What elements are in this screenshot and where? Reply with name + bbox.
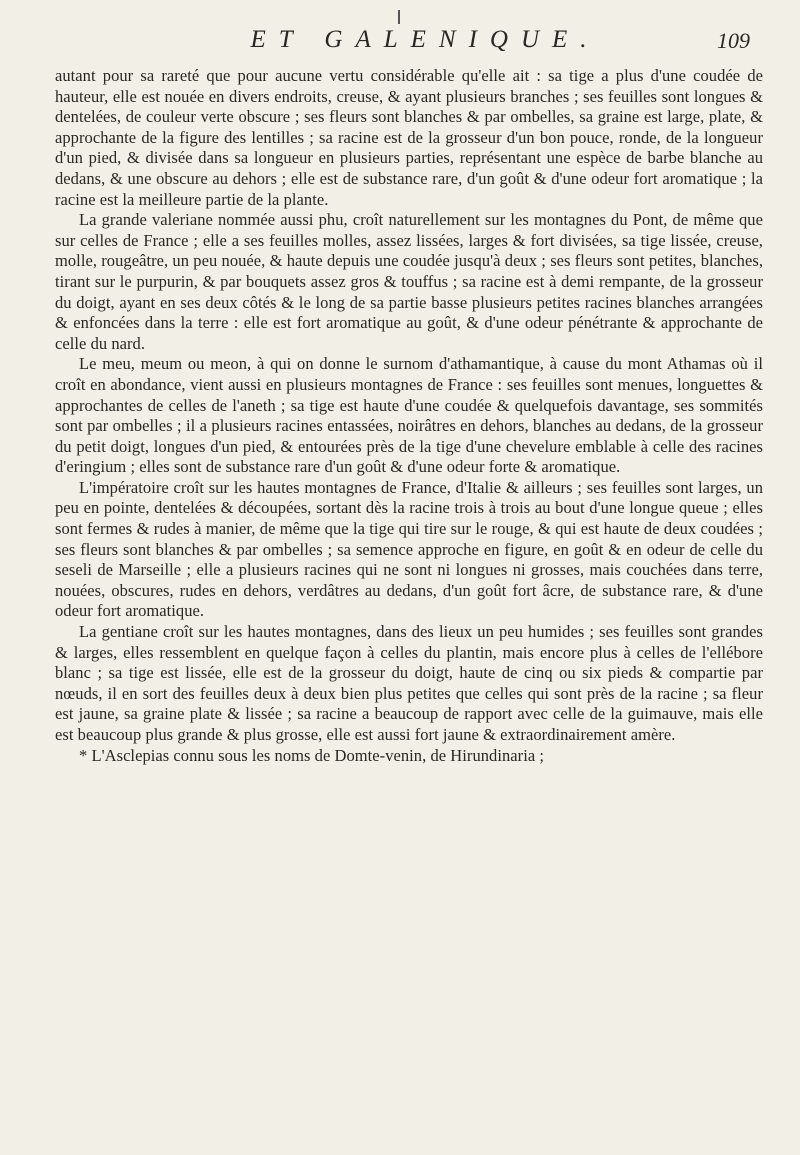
paragraph-meu: Le meu, meum ou meon, à qui on donne le surnom d'athamantique, à cause du mont Athamas où il croît en abondance, vient aussi en plusieurs montagnes de France : ses feuilles sont menues, longuettes & approchantes de celles de l'aneth ; sa tige est haute d'une coudée & quelquefois davantage, ses sommités sont par ombelles ; il a plusieurs racines entassées, noirâtres en dehors, blanches au dedans, de la grosseur du petit doigt, longues d'un pied, & entourées près de la tige d'une chevelure emblable à celle des racines d'eringium ; elles sont de substance rare d'un goût & d'une odeur forte & aromatique. <box>55 354 763 477</box>
body-text <box>55 66 763 766</box>
running-title: ET GALENIQUE. <box>250 26 600 53</box>
page-header <box>60 22 750 62</box>
paragraph-asclepias: * L'Asclepias connu sous les noms de Domte-venin, de Hirundinaria ; <box>79 745 545 765</box>
paragraph-continuation: autant pour sa rareté que pour aucune vertu considérable qu'elle ait : sa tige a plus d'une coudée de hauteur, elle est nouée en divers endroits, creuse, & ayant plusieurs branches ; ses feuilles sont longues & dentelées, de couleur verte obscure ; ses fleurs sont blanches & par ombelles, sa graine est large, plate, & approchante de la figure des lentilles ; sa racine est de la grosseur d'un bon pouce, ronde, de la longueur d'un pied, & divisée dans sa longueur en plusieurs parties, représentant une espèce de barbe blanche au dedans, & une obscure au dehors ; elle est de substance rare, d'un goût & d'une odeur fort aromatique ; la racine est la meilleure partie de la plante. <box>55 66 763 209</box>
page-number: 109 <box>717 28 750 53</box>
paragraph-gentiane: La gentiane croît sur les hautes montagnes, dans des lieux un peu humides ; ses feuilles sont grandes & larges, elles ressemblent en quelque façon à celles du plantin, mais encore plus à celles de l'ellébore blanc ; sa tige est lissée, elle est de la grosseur du doigt, haute de cinq ou six pieds & compartie par nœuds, il en sort des feuilles deux à deux bien plus petites que celles qui sont près de la racine ; sa fleur est jaune, sa graine plate & lissée ; sa racine a beaucoup de rapport avec celle de la guimauve, mais elle est beaucoup plus grande & plus grosse, elle est aussi fort jaune & extraordinairement amère. <box>55 622 763 744</box>
paragraph-grande-valeriane: La grande valeriane nommée aussi phu, croît naturellement sur les montagnes du Pont, de même que sur celles de France ; elle a ses feuilles molles, assez lissées, larges & fort divisées, sa tige lissée, creuse, molle, rougeâtre, un peu nouée, & haute depuis une coudée jusqu'à deux ; ses fleurs sont petites, blanches, tirant sur le purpurin, & par bouquets assez gros & touffus ; sa racine est à demi rempante, de la grosseur du doigt, ayant en ses deux côtés & le long de sa partie basse plusieurs petites racines blanches arrangées & enfoncées dans la terre : elle est fort aromatique au goût, & d'une odeur pénétrante & approchante de celle du nard. <box>55 210 763 353</box>
paragraph-imperatoire: L'impératoire croît sur les hautes montagnes de France, d'Italie & ailleurs ; ses feuilles sont larges, un peu en pointe, dentelées & découpées, sortant dès la racine trois à trois au bout d'une longue queue ; elles sont fermes & rudes à manier, de même que la tige qui tire sur le rouge, & qui est haute de deux coudées ; ses fleurs sont blanches & par ombelles ; sa semence approche en figure, en goût & en odeur de celle du seseli de Marseille ; elle a plusieurs racines qui ne sont ni longues ni grosses, mais couchées dans terre, nouées, obscures, rudes en dehors, verdâtres au dedans, d'un goût fort âcre, de substance rare, & d'une odeur fort aromatique. <box>55 477 763 621</box>
